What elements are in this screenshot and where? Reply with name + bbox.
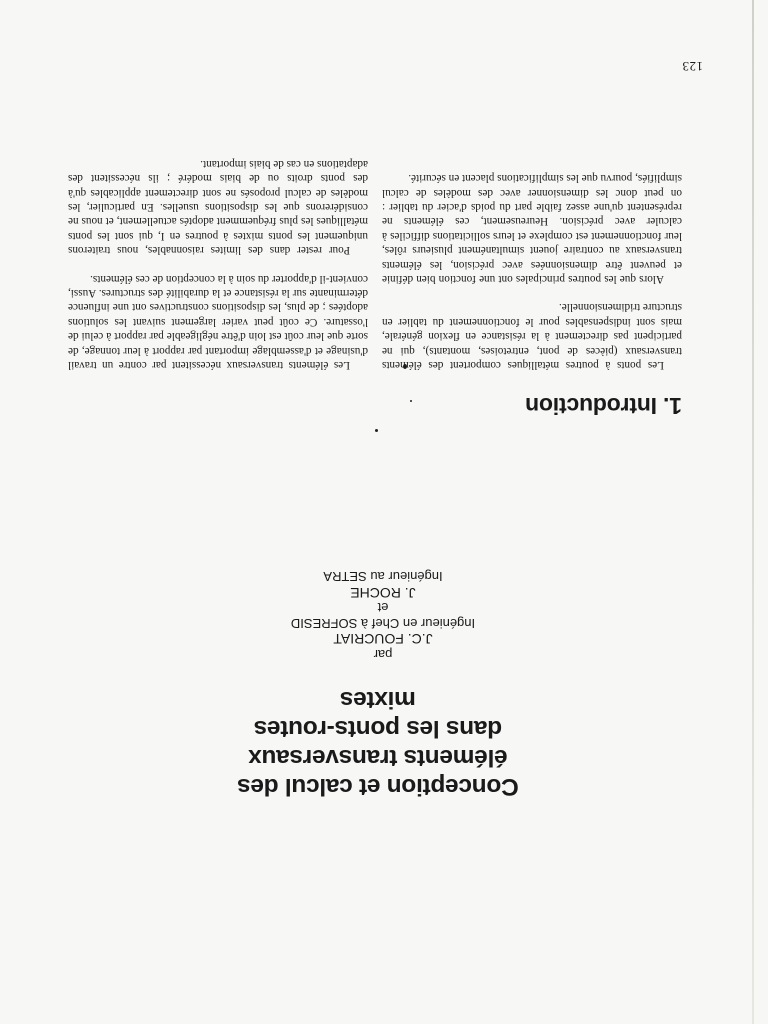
paragraph: Alors que les poutres principales ont une fonction bien définie et peuvent être dimensionnées avec précision, les éléments transversaux au contraire jouent simultanément plusieurs rôles, leur fonctionnement est complexe et leurs sollicitations difficiles à calculer avec précision. Heureusement, ces éléments ne représentent qu'une assez faible part du poids d'acier du tablier : on peut donc les dimensionner avec des modèles de calcul simplifiés, pourvu que les simplifications placent en sécurité. — [382, 172, 682, 285]
page-number: 123 — [682, 59, 703, 74]
section-heading: 1. Introduction — [525, 393, 682, 419]
author-1-role: Ingénieur en Chef à SOFRESID — [290, 616, 476, 631]
byline-par: par — [373, 647, 393, 662]
scan-speck — [375, 429, 378, 432]
author-2-name: J. ROCHE — [350, 585, 416, 601]
paragraph: Les ponts à poutres métalliques comportent des éléments transversaux (pièces de pont, entretoises, montants), qui ne participent pas directement à la résistance en flexion générale, mais sont indispensables pour le fonctionnement du tablier en structure tridimensionnelle. — [382, 301, 682, 371]
text-column-left — [382, 171, 682, 372]
article-title: Conception et calcul des éléments transversaux dans les ponts-routes mixtes — [237, 686, 519, 800]
text-column-right — [68, 156, 368, 372]
paragraph: Pour rester dans des limites raisonnables, nous traiterons uniquement les ponts mixtes à poutres en I, qui sont les ponts métalliques les plus fréquemment adoptés actuellement, et nous ne considérerons que les dispositions usuelles. En particulier, les modèles de calcul proposés ne sont directement applicables qu'à des ponts droits ou de biais modéré ; ils nécessitent des adaptations en cas de biais important. — [68, 157, 368, 257]
author-block — [268, 569, 498, 662]
author-1-name: J.C. FOUCRIAT — [333, 631, 433, 648]
scan-speck — [410, 400, 412, 402]
author-2-role: Ingénieur au SETRA — [323, 569, 443, 585]
byline-et: et — [377, 600, 389, 616]
paragraph: Les éléments transversaux nécessitent par contre un travail d'usinage et d'assemblage important par rapport à leur tonnage, de sorte que leur coût est loin d'être négligeable par rapport à celui de l'ossature. Ce coût peut varier largement suivant les solutions adoptées ; de plus, les dispositions constructives ont une influence déterminante sur la résistance et la durabilité des structures. Aussi, convient-il d'apporter du soin à la conception de ces éléments. — [68, 272, 368, 371]
